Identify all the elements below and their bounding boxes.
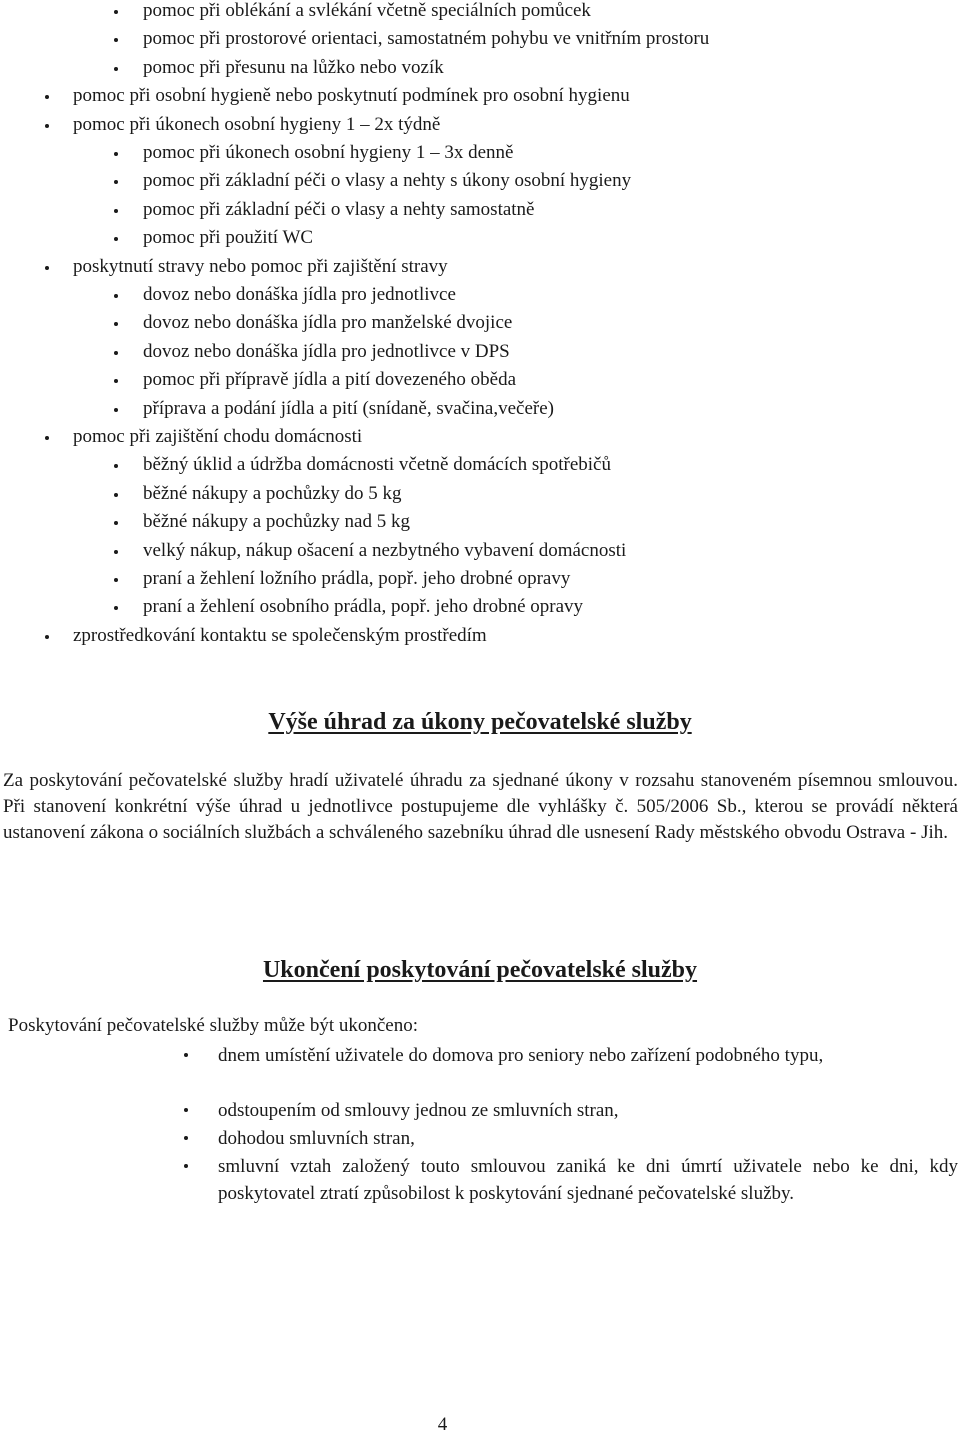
list-item: pomoc při oblékání a svlékání včetně speciálních pomůcek	[143, 0, 591, 21]
list-bullet	[114, 379, 118, 383]
list-bullet	[114, 606, 118, 610]
list-bullet	[114, 237, 118, 241]
list-item: běžné nákupy a pochůzky do 5 kg	[143, 482, 402, 504]
list-item: pomoc při úkonech osobní hygieny 1 – 3x denně	[143, 142, 514, 163]
list-item: praní a žehlení ložního prádla, popř. jeho drobné opravy	[143, 568, 571, 589]
list-bullet	[114, 38, 118, 42]
list-bullet	[45, 95, 49, 99]
list-item: pomoc při osobní hygieně nebo poskytnutí podmínek pro osobní hygienu	[73, 85, 630, 107]
list-bullet	[184, 1164, 188, 1168]
list-item: dovoz nebo donáška jídla pro manželské dvojice	[143, 312, 513, 334]
list-item: běžné nákupy a pochůzky nad 5 kg	[143, 511, 410, 533]
list-item: dovoz nebo donáška jídla pro jednotlivce	[143, 284, 456, 305]
list-bullet	[114, 10, 118, 14]
list-item: pomoc při prostorové orientaci, samostatném pohybu ve vnitřním prostoru	[143, 28, 710, 50]
list-bullet	[45, 635, 49, 639]
list-item: zprostředkování kontaktu se společenským prostředím	[73, 624, 487, 646]
list-item: praní a žehlení osobního prádla, popř. jeho drobné opravy	[143, 596, 584, 618]
list-bullet	[114, 294, 118, 298]
list-item: příprava a podání jídla a pití (snídaně, svačina,večeře)	[143, 397, 554, 419]
list-bullet	[114, 67, 118, 71]
section-heading-termination: Ukončení poskytování pečovatelské služby	[262, 957, 698, 983]
list-bullet	[114, 408, 118, 412]
list-item: dovoz nebo donáška jídla pro jednotlivce v DPS	[143, 340, 510, 362]
list-item: poskytnutí stravy nebo pomoc při zajištění stravy	[73, 255, 448, 277]
list-item: pomoc při přesunu na lůžko nebo vozík	[143, 56, 444, 78]
list-item: velký nákup, nákup ošacení a nezbytného vybavení domácnosti	[143, 539, 627, 561]
fees-paragraph: Za poskytování pečovatelské služby hradí uživatelé úhradu za sjednané úkony v rozsahu stanoveném písemnou smlouvou. Při stanovení konkrétní výše úhrad u jednotlivce postupujeme dle vyhlášky č. 505/2006 Sb., kterou se provádí některá ustanovení zákona o sociálních službách a schváleného sazebníku úhrad dle usnesení Rady městského obvodu Ostrava - Jih.	[3, 770, 958, 843]
list-bullet	[114, 209, 118, 213]
list-bullet	[114, 493, 118, 497]
list-bullet	[114, 464, 118, 468]
list-bullet	[184, 1053, 188, 1057]
list-bullet	[114, 180, 118, 184]
list-bullet	[184, 1136, 188, 1140]
list-bullet	[114, 322, 118, 326]
list-bullet	[45, 266, 49, 270]
list-item: pomoc při úkonech osobní hygieny 1 – 2x týdně	[73, 113, 441, 135]
list-bullet	[114, 578, 118, 582]
termination-intro: Poskytování pečovatelské služby může být ukončeno:	[8, 1015, 418, 1036]
termination-item: odstoupením od smlouvy jednou ze smluvních stran,	[218, 1100, 619, 1121]
page-number: 4	[437, 1414, 448, 1435]
list-item: pomoc při zajištění chodu domácnosti	[73, 426, 363, 447]
list-item: pomoc při použití WC	[143, 227, 314, 249]
list-bullet	[114, 351, 118, 355]
section-heading-fees: Výše úhrad za úkony pečovatelské služby	[268, 709, 692, 735]
list-bullet	[114, 521, 118, 525]
list-item: pomoc při základní péči o vlasy a nehty s úkony osobní hygieny	[143, 170, 632, 192]
list-bullet	[184, 1108, 188, 1112]
termination-item: dnem umístění uživatele do domova pro seniory nebo zařízení podobného typu,	[218, 1045, 824, 1066]
list-item: běžný úklid a údržba domácnosti včetně domácích spotřebičů	[143, 454, 611, 476]
list-bullet	[45, 124, 49, 128]
list-bullet	[114, 152, 118, 156]
termination-item: smluvní vztah založený touto smlouvou zaniká ke dni úmrtí uživatele nebo ke dni, kdy poskytovatel ztratí způsobilost k poskytování sjednané pečovatelské služby.	[218, 1156, 958, 1204]
list-item: pomoc při přípravě jídla a pití dovezeného oběda	[143, 369, 517, 391]
list-bullet	[114, 550, 118, 554]
list-bullet	[45, 436, 49, 440]
termination-item: dohodou smluvních stran,	[218, 1128, 415, 1149]
list-item: pomoc při základní péči o vlasy a nehty samostatně	[143, 198, 535, 220]
